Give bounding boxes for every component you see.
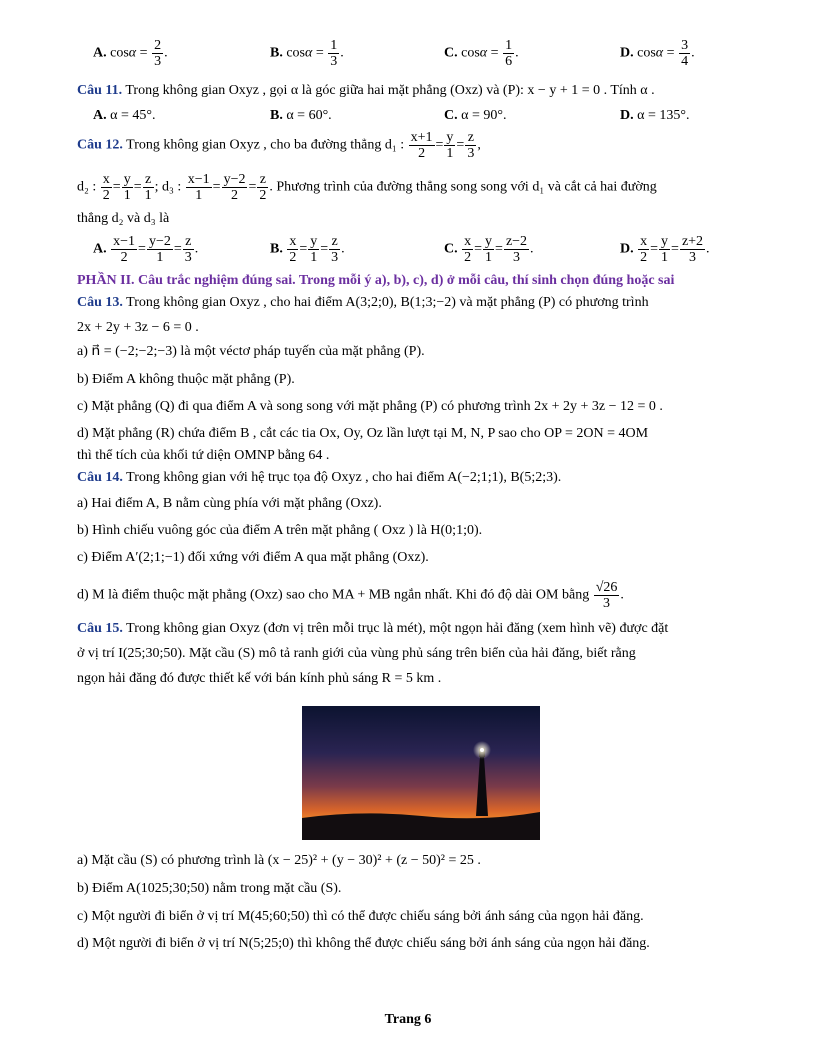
q12-option-a: A. $\frac{x-1}{2}$ = $\frac{y-2}{1}$ = $\frac{z}{3}$ . bbox=[93, 234, 199, 265]
q14-statement-a: a) Hai điểm A, B nằm cùng phía với mặt phẳng (Oxz). bbox=[77, 496, 382, 511]
q13-stem: Câu 13. Trong không gian Oxyz , cho hai điểm A(3;2;0), B(1;3;−2) và mặt phẳng (P) có phương trình bbox=[77, 295, 649, 310]
q14-statement-c: c) Điểm A′(2;1;−1) đối xứng với điểm A qua mặt phẳng (Oxz). bbox=[77, 550, 429, 565]
page-number: Trang 6 bbox=[384, 1012, 432, 1027]
q12-stem-end: thẳng d₂ và d₃ là bbox=[77, 211, 170, 226]
q12-option-b: B. $\frac{x}{2}$ = $\frac{y}{1}$ = $\frac{z}{3}$ . bbox=[270, 234, 345, 265]
lighthouse-photo bbox=[302, 706, 540, 840]
q13-statement-b: b) Điểm A không thuộc mặt phẳng (P). bbox=[77, 372, 295, 387]
q15-statement-d: d) Một người đi biển ở vị trí N(5;25;0) thì không thể được chiếu sáng bởi ánh sáng của ngọn hải đăng. bbox=[77, 936, 650, 951]
q13-statement-a: a) n⃗ = (−2;−2;−3) là một véctơ pháp tuyến của mặt phẳng (P). bbox=[77, 344, 425, 359]
q10-option-d: D. cosα = $\frac{3}{4}$ . bbox=[620, 38, 695, 69]
q12-lines: d₂ : $\frac{x}{2}$ = $\frac{y}{1}$ = $\frac{z}{1}$ ; d₃ : $\frac{x-1}{1}$ = $\frac{y-2}{2}$ = $\frac{z}{2}$ . Phương trình của đường thẳng song song với d₁ và cắt cả hai đường bbox=[77, 172, 657, 203]
q15-stem: Câu 15. Trong không gian Oxyz (đơn vị trên mỗi trục là mét), một ngọn hải đăng (xem hình vẽ) được đặt bbox=[77, 621, 669, 636]
q13-statement-d: d) Mặt phẳng (R) chứa điểm B , cắt các tia Ox, Oy, Oz lần lượt tại M, N, P sao cho OP = 2ON = 4OM bbox=[77, 426, 649, 441]
q15-statement-c: c) Một người đi biển ở vị trí M(45;60;50) thì có thể được chiếu sáng bởi ánh sáng của ngọn hải đăng. bbox=[77, 909, 644, 924]
q12-option-d: D. $\frac{x}{2}$ = $\frac{y}{1}$ = $\frac{z+2}{3}$ . bbox=[620, 234, 710, 265]
q12-option-c: C. $\frac{x}{2}$ = $\frac{y}{1}$ = $\frac{z-2}{3}$ . bbox=[444, 234, 534, 265]
q13-statement-d-cont: thì thể tích của khối tứ diện OMNP bằng 64 . bbox=[77, 448, 330, 463]
q10-option-c: C. cosα = $\frac{1}{6}$ . bbox=[444, 38, 519, 69]
q14-statement-b: b) Hình chiếu vuông góc của điểm A trên mặt phẳng ( Oxz ) là H(0;1;0). bbox=[77, 523, 483, 538]
q15-statement-b: b) Điểm A(1025;30;50) nằm trong mặt cầu (S). bbox=[77, 881, 342, 896]
q15-stem-3: ngọn hải đăng đó được thiết kế với bán kính phủ sáng R = 5 km . bbox=[77, 671, 442, 686]
q13-statement-c: c) Mặt phẳng (Q) đi qua điểm A và song song với mặt phẳng (P) có phương trình 2x + 2y + 3z − 12 = 0 . bbox=[77, 399, 663, 414]
q14-stem: Câu 14. Trong không gian với hệ trục tọa độ Oxyz , cho hai điểm A(−2;1;1), B(5;2;3). bbox=[77, 470, 562, 485]
section-heading: PHẦN II. Câu trắc nghiệm đúng sai. Trong mỗi ý a), b), c), d) ở mỗi câu, thí sinh chọn đúng hoặc sai bbox=[77, 273, 675, 288]
q11-stem: Câu 11. Trong không gian Oxyz , gọi α là góc giữa hai mặt phẳng (Oxz) và (P): x − y + 1 = 0 . Tính α . bbox=[77, 83, 655, 98]
q11-option-a: A. α = 45°. bbox=[93, 108, 156, 123]
q13-equation: 2x + 2y + 3z − 6 = 0 . bbox=[77, 320, 199, 335]
q10-option-a: A. cosα = $\frac{2}{3}$ . bbox=[93, 38, 168, 69]
q10-option-b: B. cosα = $\frac{1}{3}$ . bbox=[270, 38, 344, 69]
q12-stem: Câu 12. Trong không gian Oxyz , cho ba đường thẳng d₁ : $\frac{x+1}{2}$ = $\frac{y}{1}$ = $\frac{z}{3}$ , bbox=[77, 130, 481, 161]
q11-option-d: D. α = 135°. bbox=[620, 108, 690, 123]
q11-option-c: C. α = 90°. bbox=[444, 108, 507, 123]
q15-stem-2: ở vị trí I(25;30;50). Mặt cầu (S) mô tả ranh giới của vùng phủ sáng trên biển của hải đăng, biết rằng bbox=[77, 646, 636, 661]
q11-option-b: B. α = 60°. bbox=[270, 108, 332, 123]
q14-statement-d: d) M là điểm thuộc mặt phẳng (Oxz) sao cho MA + MB ngắn nhất. Khi đó độ dài OM bằng $\frac{√26}{3}$ . bbox=[77, 580, 624, 611]
q15-statement-a: a) Mặt cầu (S) có phương trình là (x − 25)² + (y − 30)² + (z − 50)² = 25 . bbox=[77, 853, 481, 868]
